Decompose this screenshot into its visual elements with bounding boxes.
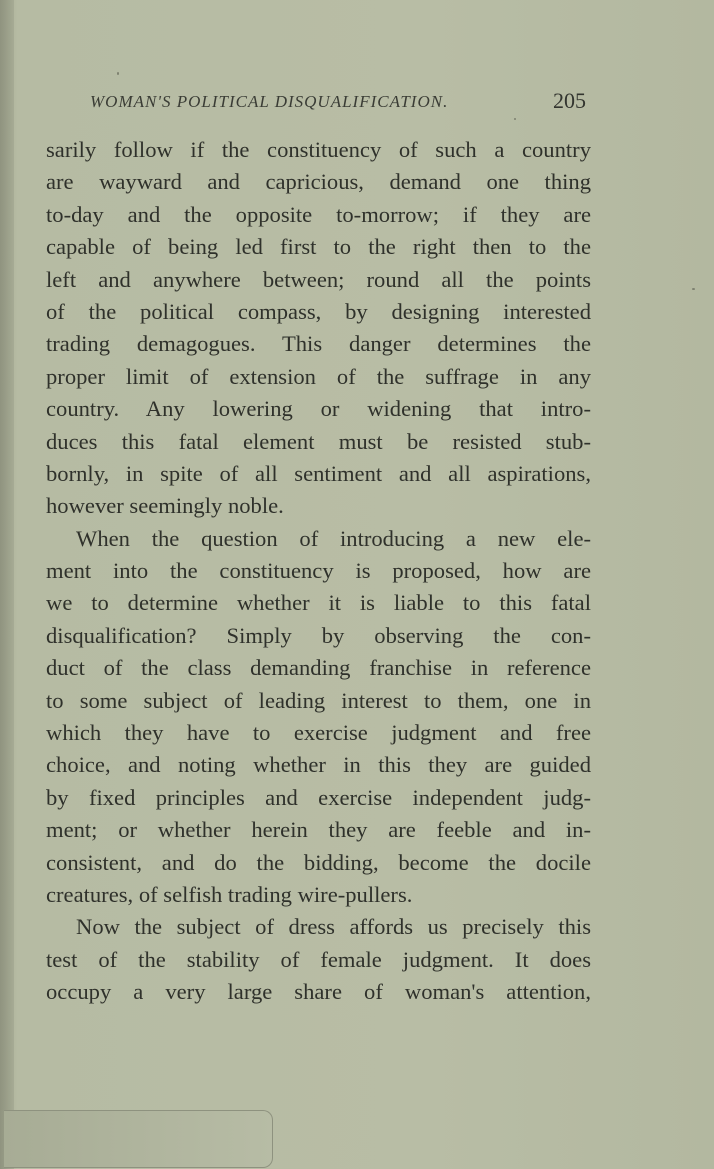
text-line: which they have to exercise judgment and free	[46, 720, 591, 746]
text-line: sarily follow if the constituency of such a country	[46, 137, 591, 162]
text-line: creatures, of selfish trading wire-pullers.	[46, 881, 413, 907]
text-line: trading demagogues. This danger determines the	[46, 331, 591, 357]
text-line: duces this fatal element must be resisted stub-	[46, 428, 591, 454]
page-number: 205	[553, 88, 586, 113]
paper-tab-slip	[4, 1110, 273, 1168]
text-line: duct of the class demanding franchise in reference	[46, 655, 591, 681]
paper-speck	[692, 288, 695, 290]
text-line: country. Any lowering or widening that intro-	[46, 396, 591, 422]
text-line: When the question of introducing a new ele-	[76, 525, 591, 551]
text-line: of the political compass, by designing interested	[46, 298, 591, 324]
text-line: Now the subject of dress affords us precisely this	[76, 914, 591, 940]
text-line: proper limit of extension of the suffrage in any	[46, 363, 591, 389]
text-line: disqualification? Simply by observing the con-	[46, 622, 591, 648]
text-line: ment; or whether herein they are feeble and in-	[46, 817, 591, 843]
text-line: are wayward and capricious, demand one thing	[46, 169, 591, 195]
text-line: consistent, and do the bidding, become the docile	[46, 849, 591, 875]
text-line: however seemingly noble.	[46, 493, 284, 519]
text-line: choice, and noting whether in this they are guided	[46, 752, 591, 778]
running-head	[90, 88, 590, 116]
binding-edge	[0, 0, 14, 1169]
paper-speck	[514, 118, 516, 120]
text-line: left and anywhere between; round all the points	[46, 266, 591, 292]
text-line: bornly, in spite of all sentiment and all aspirations,	[46, 460, 591, 486]
text-line: test of the stability of female judgment. It does	[46, 946, 591, 972]
text-line: to-day and the opposite to-morrow; if they are	[46, 201, 591, 227]
text-line: to some subject of leading interest to them, one in	[46, 687, 591, 713]
text-line: occupy a very large share of woman's attention,	[46, 979, 591, 1005]
paper-speck	[117, 72, 119, 75]
text-line: capable of being led first to the right then to the	[46, 234, 591, 260]
text-line: by fixed principles and exercise independent judg-	[46, 784, 591, 810]
running-title: WOMAN'S POLITICAL DISQUALIFICATION.	[90, 92, 449, 111]
text-line: ment into the constituency is proposed, how are	[46, 558, 591, 584]
body-text	[46, 134, 591, 1009]
text-line: we to determine whether it is liable to this fatal	[46, 590, 591, 616]
